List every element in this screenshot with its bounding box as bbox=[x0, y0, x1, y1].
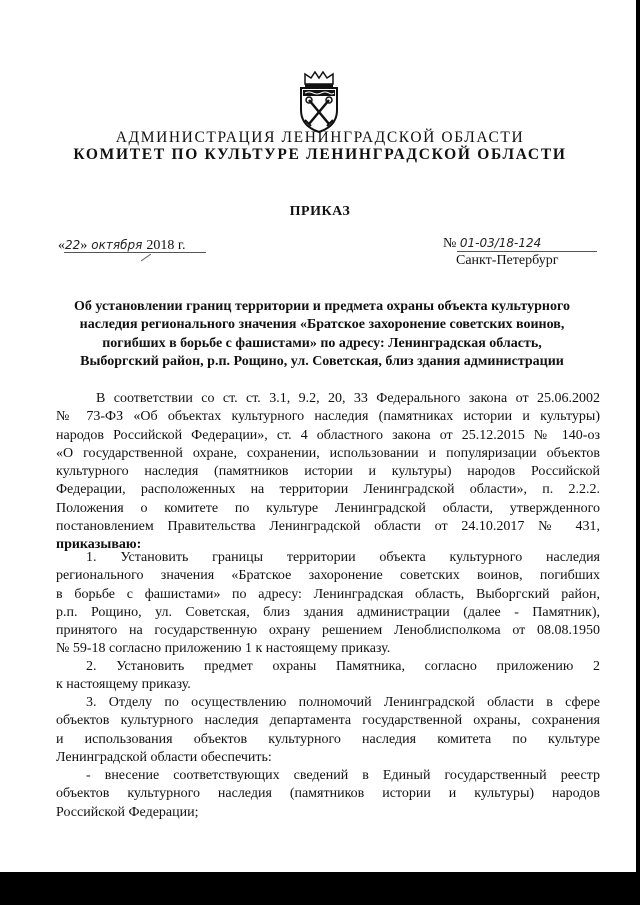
item-3-line: объектов культурного наследия департамента государственной охраны, сохранения bbox=[56, 713, 600, 729]
item-1 bbox=[56, 549, 600, 659]
preamble-line: народов Российской Федерации», ст. 4 областного закона от 25.12.2015 № 140-оз bbox=[56, 427, 600, 443]
pen-mark bbox=[141, 254, 151, 262]
item-3-line: Ленинградской области обеспечить: bbox=[56, 749, 272, 765]
date-year: 2018 г. bbox=[146, 238, 186, 253]
item-3-line: 3. Отделу по осуществлению полномочий Ленинградской области в сфере bbox=[86, 695, 600, 710]
date-close-quote: » bbox=[80, 238, 88, 253]
item-2-line: 2. Установить предмет охраны Памятника, согласно приложению 2 bbox=[86, 659, 600, 674]
number-value: 01-03/18-124 bbox=[459, 236, 542, 250]
item-3-sub-line: объектов культурного наследия (памятников истории и культуры) народов bbox=[56, 786, 600, 802]
item-3-sub-line: - внесение соответствующих сведений в Единый государственный реестр bbox=[86, 768, 600, 784]
number-prefix: № bbox=[443, 236, 457, 251]
preamble-line: культурного наследия (памятников истории и культуры) народов Российской bbox=[56, 464, 600, 480]
preamble-line: В соответствии со ст. ст. 3.1, 9.2, 20, 33 Федерального закона от 25.06.2002 bbox=[96, 391, 600, 406]
item-2 bbox=[56, 658, 600, 695]
item-1-line: № 59-18 согласно приложению 1 к настоящему приказу. bbox=[56, 641, 391, 657]
item-1-line: регионального значения «Братское захоронение советских воинов, погибших bbox=[56, 568, 600, 584]
date-month: октября bbox=[91, 238, 143, 252]
org-line-2: КОМИТЕТ ПО КУЛЬТУРЕ ЛЕНИНГРАДСКОЙ ОБЛАСТИ bbox=[73, 146, 567, 163]
date-open-quote: « bbox=[58, 238, 65, 253]
date-day: 22 bbox=[65, 238, 81, 252]
preamble-line: Федерации, расположенных на территории Ленинградской области», п. 2.2.2. bbox=[56, 482, 600, 498]
leningrad-oblast-coat-of-arms-icon bbox=[291, 70, 347, 134]
title-line: наследия регионального значения «Братское захоронение советских воинов, bbox=[79, 317, 565, 333]
item-1-line: в борьбе с фашистами» по адресу: Ленинградская область, Выборгский район, bbox=[56, 586, 600, 602]
preamble bbox=[56, 390, 600, 555]
title-line: Выборгский район, р.п. Рощино, ул. Советская, близ здания администрации bbox=[80, 353, 564, 369]
order-number bbox=[443, 236, 541, 252]
item-3 bbox=[56, 694, 600, 822]
place-of-issue: Санкт-Петербург bbox=[456, 253, 559, 268]
item-3-sub-line: Российской Федерации; bbox=[56, 804, 199, 820]
item-3-line: и использования объектов культурного наследия комитета по культуре bbox=[56, 731, 600, 747]
item-1-line: принятого на государственную охрану решением Леноблисполкома от 08.08.1950 bbox=[56, 623, 600, 639]
title-line: погибших в борьбе с фашистами» по адресу: Ленинградская область, bbox=[102, 335, 542, 351]
org-line-1: АДМИНИСТРАЦИЯ ЛЕНИНГРАДСКОЙ ОБЛАСТИ bbox=[115, 129, 525, 146]
order-word-text: приказываю: bbox=[56, 537, 142, 553]
preamble-line: постановлением Правительства Ленинградской области от 24.10.2017 № 431, bbox=[56, 519, 600, 535]
document-type: ПРИКАЗ bbox=[289, 204, 351, 219]
item-2-line: к настоящему приказу. bbox=[56, 677, 191, 693]
scan-border-bottom bbox=[0, 872, 640, 905]
item-1-line: 1. Установить границы территории объекта культурного наследия bbox=[86, 550, 600, 565]
date-underline bbox=[64, 252, 206, 253]
order-title bbox=[56, 298, 588, 371]
preamble-line: № 73-ФЗ «Об объектах культурного наследия (памятниках истории и культуры) bbox=[56, 409, 600, 425]
preamble-line: Положения о комитете по культуре Ленинградской области, утвержденного bbox=[56, 500, 600, 516]
preamble-line: «О государственной охране, сохранении, использовании и популяризации объектов bbox=[56, 445, 600, 461]
number-underline bbox=[457, 251, 597, 252]
title-line: Об установлении границ территории и предмета охраны объекта культурного bbox=[74, 299, 570, 314]
item-1-line: р.п. Рощино, ул. Советская, близ здания администрации (далее - Памятник), bbox=[56, 604, 600, 620]
